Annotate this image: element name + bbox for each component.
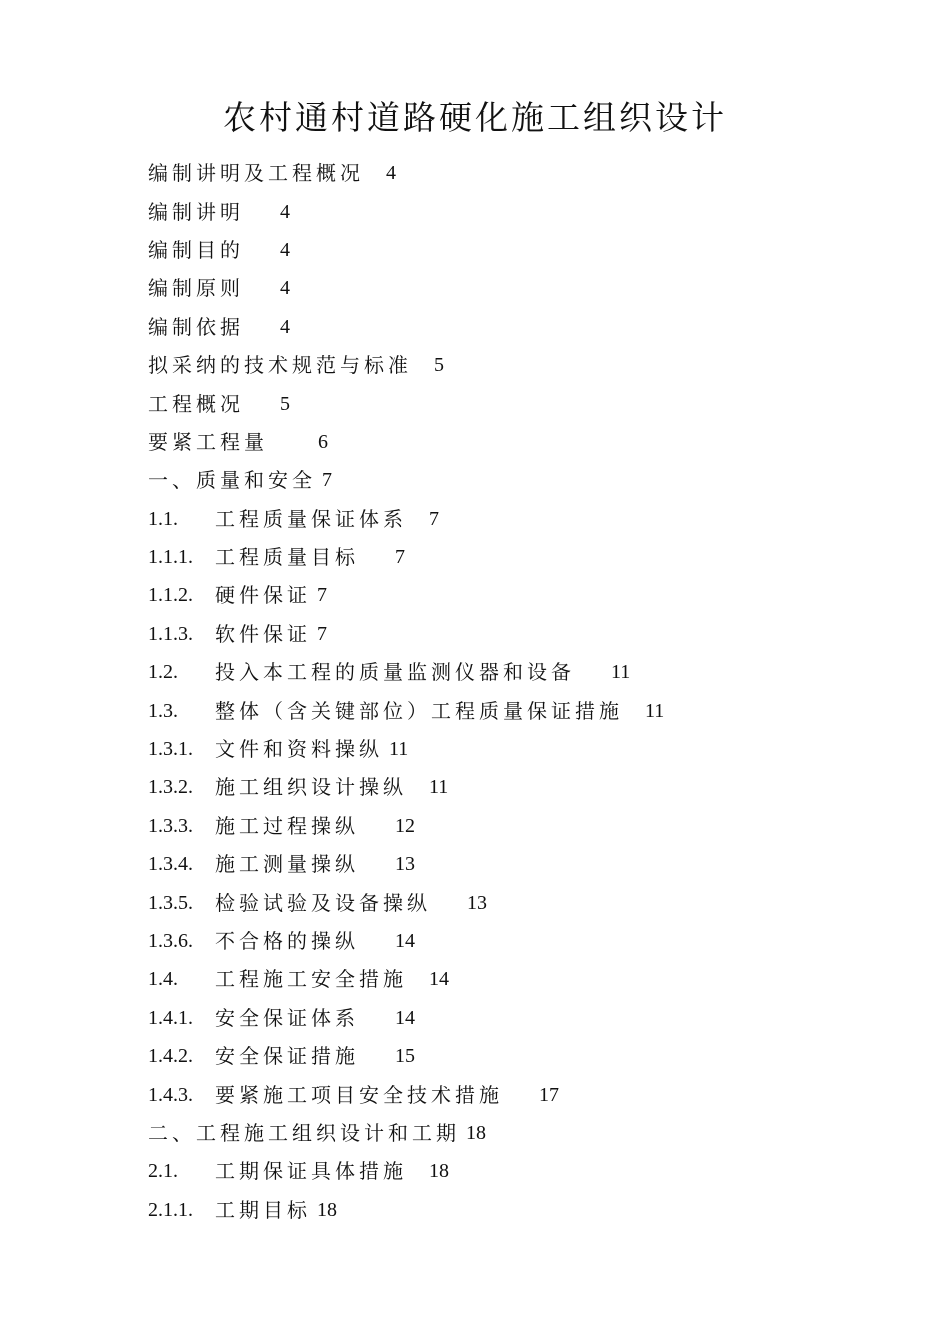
toc-entry-page-number: 11 (645, 699, 665, 722)
toc-entry-title: 硬件保证 (215, 583, 311, 608)
toc-entry-title: 整体（含关键部位）工程质量保证措施 (215, 698, 623, 723)
toc-entry-page-number: 6 (318, 430, 328, 453)
toc-entry-title: 要紧施工项目安全技术措施 (215, 1082, 503, 1107)
toc-entry-page-number: 14 (395, 1006, 415, 1029)
document-title: 农村通村道路硬化施工组织设计 (223, 98, 727, 137)
toc-entry-title: 安全保证体系 (215, 1005, 359, 1030)
toc-entry[interactable] (148, 807, 908, 845)
toc-entry-page-number: 5 (280, 392, 290, 415)
toc-entry-title: 编制原则 (148, 276, 244, 301)
toc-entry[interactable] (148, 1191, 908, 1229)
toc-entry-number: 1.2. (148, 661, 178, 684)
toc-entry-number: 2.1. (148, 1160, 178, 1183)
toc-entry[interactable] (148, 576, 908, 614)
toc-entry-number: 1.3.4. (148, 853, 193, 876)
toc-entry[interactable] (148, 538, 908, 576)
toc-entry-page-number: 11 (429, 776, 449, 799)
toc-entry-number: 1.1. (148, 507, 178, 530)
toc-entry-title: 编制依据 (148, 314, 244, 339)
toc-entry-page-number: 11 (611, 661, 631, 684)
toc-entry-number: 1.1.1. (148, 546, 193, 569)
table-of-contents (148, 154, 908, 1229)
toc-entry[interactable] (148, 384, 908, 422)
toc-entry-page-number: 12 (395, 814, 415, 837)
toc-entry-title: 工程质量目标 (215, 545, 359, 570)
toc-entry-page-number: 4 (280, 277, 290, 300)
toc-entry-number: 1.3.5. (148, 891, 193, 914)
toc-entry-number: 1.3.3. (148, 814, 193, 837)
toc-entry-page-number: 14 (395, 930, 415, 952)
toc-entry-title: 编制讲明及工程概况 (148, 161, 364, 186)
toc-entry-page-number: 14 (429, 968, 449, 991)
toc-entry-page-number: 15 (395, 1045, 415, 1068)
toc-entry-page-number: 4 (280, 200, 290, 223)
toc-entry-title: 拟采纳的技术规范与标准 (148, 353, 412, 378)
toc-entry[interactable] (148, 1075, 908, 1113)
toc-entry[interactable] (148, 269, 908, 307)
toc-entry[interactable] (148, 423, 908, 461)
toc-entry-page-number: 18 (317, 1198, 337, 1221)
toc-entry[interactable] (148, 231, 908, 269)
toc-entry[interactable] (148, 883, 908, 921)
toc-entry[interactable] (148, 500, 908, 538)
toc-entry-number: 1.4.2. (148, 1045, 193, 1068)
toc-entry[interactable] (148, 1152, 908, 1190)
toc-entry-title: 文件和资料操纵 (215, 737, 383, 762)
toc-entry[interactable] (148, 845, 908, 883)
toc-entry[interactable] (148, 730, 908, 768)
toc-entry-page-number: 18 (429, 1160, 449, 1183)
toc-entry[interactable] (148, 691, 908, 729)
toc-entry-title: 工期保证具体措施 (215, 1159, 407, 1184)
toc-entry-title: 要紧工程量 (148, 429, 268, 454)
toc-entry-number: 1.3.1. (148, 738, 193, 761)
toc-entry-number: 1.1.2. (148, 584, 193, 607)
toc-entry-title: 施工组织设计操纵 (215, 775, 407, 800)
toc-entry-title: 工程质量保证体系 (215, 506, 407, 531)
toc-entry[interactable] (148, 346, 908, 384)
toc-entry-page-number: 7 (322, 469, 332, 492)
toc-entry-page-number: 4 (280, 238, 290, 261)
toc-entry[interactable] (148, 1114, 908, 1152)
toc-entry-number: 1.3.6. (148, 930, 193, 952)
toc-entry-number: 1.4.3. (148, 1083, 193, 1106)
toc-entry[interactable] (148, 999, 908, 1037)
toc-entry-page-number: 13 (467, 891, 487, 914)
toc-entry-title: 工期目标 (215, 1197, 311, 1222)
toc-entry-page-number: 5 (434, 354, 444, 377)
toc-entry-number: 1.4. (148, 968, 178, 991)
toc-entry[interactable] (148, 922, 908, 960)
toc-entry-number: 1.4.1. (148, 1006, 193, 1029)
toc-entry-page-number: 4 (280, 315, 290, 338)
toc-entry-title: 检验试验及设备操纵 (215, 890, 431, 915)
toc-entry-number: 1.3.2. (148, 776, 193, 799)
toc-entry-number: 1.1.3. (148, 622, 193, 645)
toc-entry-title: 工程概况 (148, 391, 244, 416)
toc-entry-page-number: 18 (466, 1121, 486, 1144)
toc-entry-title: 不合格的操纵 (215, 929, 359, 953)
toc-entry-title: 施工过程操纵 (215, 813, 359, 838)
toc-entry-page-number: 7 (317, 622, 327, 645)
toc-entry-page-number: 7 (317, 584, 327, 607)
toc-entry[interactable] (148, 960, 908, 998)
toc-entry[interactable] (148, 461, 908, 499)
toc-entry-title: 施工测量操纵 (215, 852, 359, 877)
toc-entry[interactable] (148, 192, 908, 230)
toc-entry-page-number: 17 (539, 1083, 559, 1106)
toc-entry-title: 工程施工安全措施 (215, 967, 407, 992)
toc-entry-page-number: 7 (429, 507, 439, 530)
toc-entry[interactable] (148, 768, 908, 806)
toc-entry-page-number: 7 (395, 546, 405, 569)
toc-entry-page-number: 4 (386, 162, 396, 185)
toc-entry[interactable] (148, 615, 908, 653)
toc-entry-title: 软件保证 (215, 621, 311, 646)
toc-entry[interactable] (148, 154, 908, 192)
toc-entry-page-number: 11 (389, 738, 409, 761)
toc-entry-title: 投入本工程的质量监测仪器和设备 (215, 660, 575, 685)
toc-entry-title: 编制目的 (148, 237, 244, 262)
toc-entry-title: 安全保证措施 (215, 1044, 359, 1069)
toc-entry-number: 1.3. (148, 699, 178, 722)
toc-entry-page-number: 13 (395, 853, 415, 876)
toc-entry[interactable] (148, 653, 908, 691)
toc-entry-number: 2.1.1. (148, 1198, 193, 1221)
toc-entry-title: 编制讲明 (148, 199, 244, 224)
toc-entry[interactable] (148, 1037, 908, 1075)
toc-entry-title: 一、质量和安全 (148, 468, 316, 493)
toc-entry-title: 二、工程施工组织设计和工期 (148, 1120, 460, 1145)
toc-entry[interactable] (148, 308, 908, 346)
